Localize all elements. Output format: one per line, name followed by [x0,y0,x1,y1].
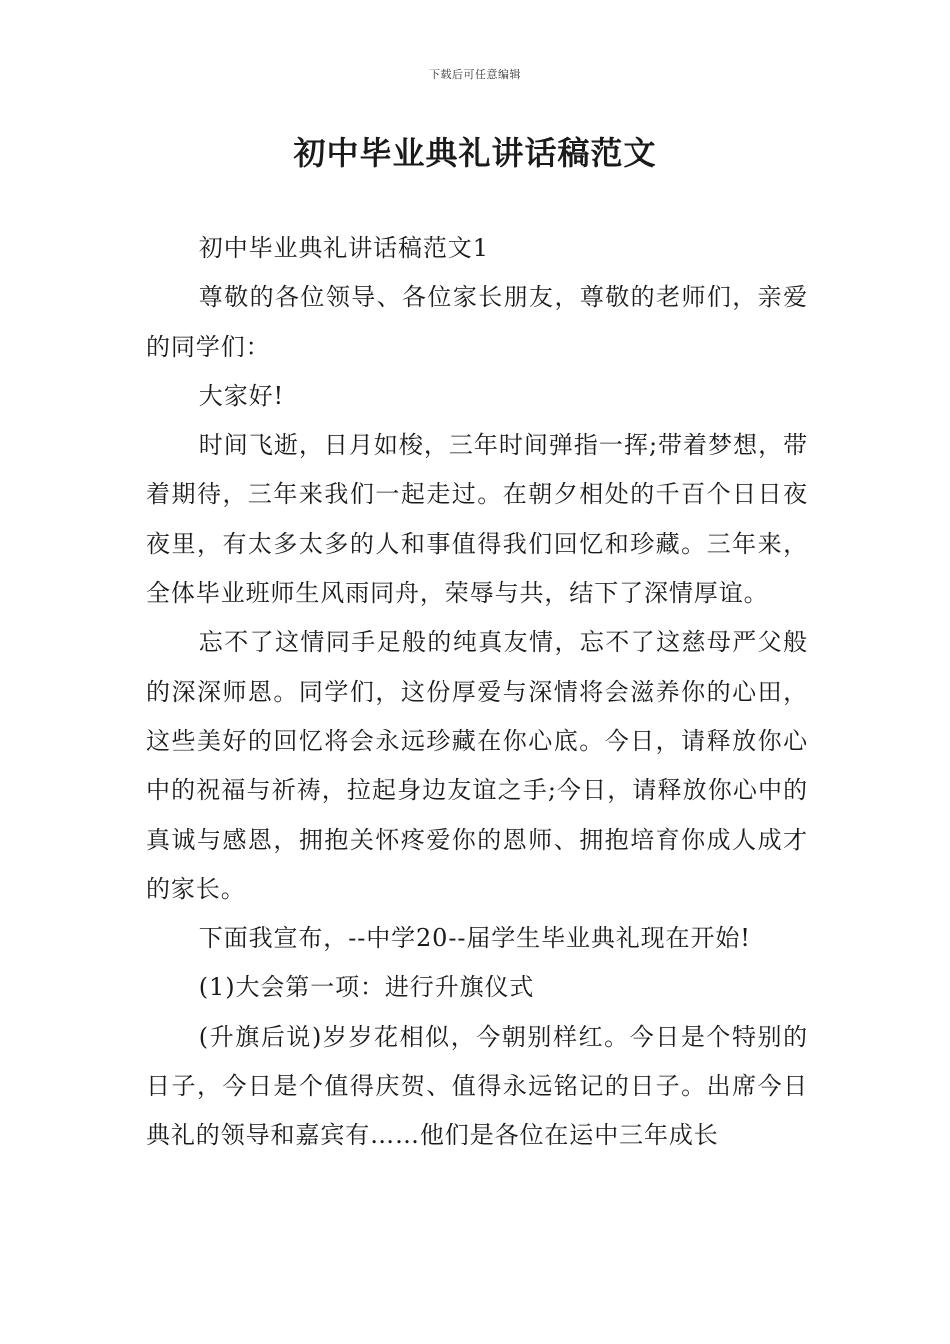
body-paragraph: 时间飞逝，日月如梭，三年时间弹指一挥;带着梦想，带着期待，三年来我们一起走过。在朝夕相处的千百个日日夜夜里，有太多太多的人和事值得我们回忆和珍藏。三年来，全体毕业班师生风雨同舟，荣辱与共，结下了深情厚谊。 [146,431,808,608]
body-paragraph: 忘不了这情同手足般的纯真友情，忘不了这慈母严父般的深深师恩。同学们，这份厚爱与深情将会滋养你的心田，这些美好的回忆将会永远珍藏在你心底。今日，请释放你心中的祝福与祈祷，拉起身边友谊之手;今日，请释放你心中的真诚与感恩，拥抱关怀疼爱你的恩师、拥抱培育你成人成才的家长。 [146,628,808,903]
header-note: 下载后可任意编辑 [429,68,521,81]
body-paragraph: (升旗后说)岁岁花相似，今朝别样红。今日是个特别的日子，今日是个值得庆贺、值得永远铭记的日子。出席今日典礼的领导和嘉宾有……他们是各位在运中三年成长 [146,1022,808,1150]
agenda-item-paragraph: (1)大会第一项：进行升旗仪式 [198,973,535,1002]
document-title: 初中毕业典礼讲话稿范文 [293,134,657,172]
salutation-paragraph: 尊敬的各位领导、各位家长朋友，尊敬的老师们，亲爱的同学们： [146,283,808,361]
announcement-paragraph: 下面我宣布，--中学20--届学生毕业典礼现在开始! [198,924,751,953]
greeting-paragraph: 大家好! [198,381,285,410]
section-heading: 初中毕业典礼讲话稿范文1 [198,234,489,262]
document-body [146,224,808,1161]
